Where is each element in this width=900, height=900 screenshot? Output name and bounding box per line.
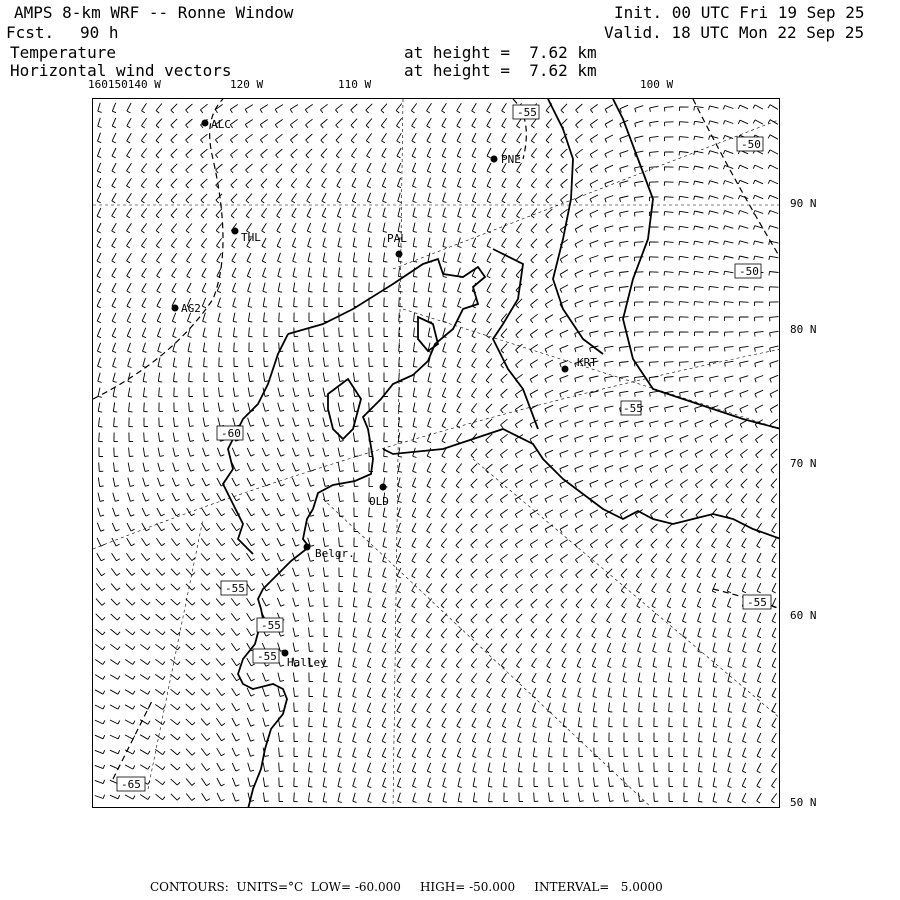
temperature-contours bbox=[93, 99, 780, 779]
station-krt bbox=[562, 356, 598, 373]
contour-label bbox=[253, 649, 279, 663]
station-alc-label: ALC bbox=[211, 118, 231, 131]
lat-label-50: 50 N bbox=[790, 796, 817, 809]
contour-label-text: -55 bbox=[257, 650, 277, 663]
contour-label-text: -55 bbox=[225, 582, 245, 595]
lon-label-110: 110 W bbox=[338, 78, 372, 91]
lat-label-60: 60 N bbox=[790, 609, 817, 622]
station-alc bbox=[202, 118, 231, 131]
forecast-hours: 90 h bbox=[80, 23, 119, 42]
contour-ne bbox=[693, 99, 780, 259]
height-wind: at height = 7.62 km bbox=[404, 61, 597, 80]
lat-label-90: 90 N bbox=[790, 197, 817, 210]
contour-label-text: -55 bbox=[517, 106, 537, 119]
meridian-se2 bbox=[473, 459, 780, 719]
station-pne-label: PNE bbox=[501, 153, 521, 166]
berkner-island bbox=[328, 379, 361, 439]
lon-label-120: 120 W bbox=[230, 78, 264, 91]
contour-label bbox=[737, 137, 763, 151]
station-thl bbox=[232, 228, 262, 245]
init-time: Init. 00 UTC Fri 19 Sep 25 bbox=[614, 3, 865, 22]
ronne-ice-shelf-front bbox=[238, 259, 485, 808]
station-halley bbox=[282, 650, 328, 670]
meridian-se bbox=[323, 499, 653, 808]
station-belgrano-label: Belgr. bbox=[315, 547, 355, 560]
graticule bbox=[93, 99, 780, 808]
contour-label bbox=[117, 777, 145, 791]
contour-label bbox=[621, 401, 643, 415]
lat-label-80: 80 N bbox=[790, 323, 817, 336]
lon-label-100: 100 W bbox=[640, 78, 674, 91]
contour-west bbox=[93, 99, 223, 399]
wind-vectors bbox=[95, 103, 779, 803]
map-canvas bbox=[93, 99, 780, 808]
contour-label-text: -65 bbox=[121, 778, 141, 791]
contour-label bbox=[257, 618, 283, 632]
station-thl-label: THL bbox=[241, 231, 261, 244]
contour-label-text: -60 bbox=[221, 427, 241, 440]
forecast-label: Fcst. bbox=[6, 23, 55, 42]
contour-label bbox=[217, 426, 243, 440]
contour-label-text: -55 bbox=[261, 619, 281, 632]
height-temperature: at height = 7.62 km bbox=[404, 43, 597, 62]
station-old bbox=[369, 484, 389, 509]
station-pne bbox=[491, 153, 521, 166]
station-pal-label: PAL bbox=[387, 232, 407, 245]
contour-label bbox=[513, 105, 539, 119]
henry-ice-rise bbox=[418, 317, 438, 351]
station-pal bbox=[387, 232, 407, 258]
meridian-east bbox=[403, 309, 780, 429]
station-halley-label: Halley bbox=[287, 656, 327, 669]
contour-info: CONTOURS: UNITS=°C LOW= -60.000 HIGH= -50.000 INTERVAL= 5.0000 bbox=[150, 880, 663, 894]
contour-label-text: -55 bbox=[747, 596, 767, 609]
field-temperature: Temperature bbox=[10, 43, 116, 62]
valid-time: Valid. 18 UTC Mon 22 Sep 25 bbox=[604, 23, 865, 42]
map-title: AMPS 8-km WRF -- Ronne Window bbox=[14, 3, 294, 22]
lon-label-160-140: 160150140 W bbox=[88, 78, 161, 91]
map-panel bbox=[92, 98, 780, 808]
contour-label bbox=[735, 264, 761, 278]
meridian-ne bbox=[393, 119, 780, 269]
contour-label-text: -50 bbox=[739, 265, 759, 278]
station-ag2-label: AG2 bbox=[181, 302, 201, 315]
contour-label-text: -55 bbox=[623, 402, 643, 415]
coast-west bbox=[223, 334, 288, 554]
contour-label bbox=[743, 595, 771, 609]
wind-barb-field bbox=[95, 103, 779, 803]
station-krt-label: KRT bbox=[577, 356, 597, 369]
contour-label-text: -50 bbox=[741, 138, 761, 151]
station-old-label: OLD bbox=[369, 495, 389, 508]
lat-label-70: 70 N bbox=[790, 457, 817, 470]
field-wind: Horizontal wind vectors bbox=[10, 61, 232, 80]
contour-label bbox=[221, 581, 247, 595]
